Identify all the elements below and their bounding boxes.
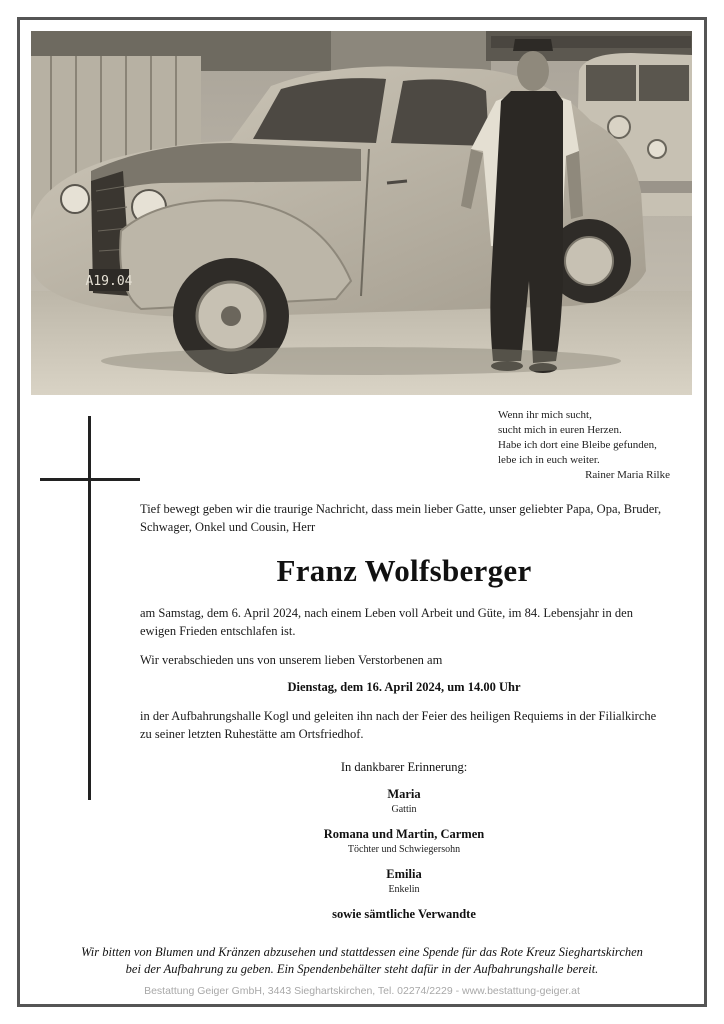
mourner-name: Maria — [387, 787, 421, 801]
donation-request: Wir bitten von Blumen und Kränzen abzusehen und stattdessen eine Spende für das Rote Kreuz Sieghartskirchen — [81, 945, 643, 959]
memory-heading: In dankbarer Erinnerung: — [340, 760, 468, 774]
donation-request: bei der Aufbahrung zu geben. Ein Spendenbehälter steht dafür in der Aufbahrungshalle bereit. — [125, 962, 599, 976]
quote-author: Rainer Maria Rilke — [585, 469, 670, 481]
quote-line: sucht mich in euren Herzen. — [498, 424, 622, 436]
other-relatives: sowie sämtliche Verwandte — [332, 907, 476, 921]
mourner-role: Gattin — [391, 804, 417, 815]
mourner-name: Romana und Martin, Carmen — [323, 827, 485, 841]
farewell-text: Wir verabschieden uns von unserem lieben Verstorbenen am — [140, 653, 443, 667]
intro-text: Tief bewegt geben wir die traurige Nachricht, dass mein lieber Gatte, unser geliebter Papa, Opa, Bruder, Schwager, Onkel und Cousin, Herr — [140, 502, 662, 534]
license-plate: A19.04 — [85, 274, 133, 289]
mourner-name: Emilia — [386, 867, 422, 881]
cross-icon-bar — [40, 478, 140, 481]
deceased-name: Franz Wolfsberger — [276, 553, 532, 588]
ceremony-text: in der Aufbahrungshalle Kogl und geleiten ihn nach der Feier des heiligen Requiems in der Filialkirche zu seiner letzten Ruhestätte am Ortsfriedhof. — [140, 709, 657, 741]
death-notice: am Samstag, dem 6. April 2024, nach einem Leben voll Arbeit und Güte, im 84. Lebensjahr in den ewigen Frieden entschlafen ist. — [140, 606, 633, 638]
quote-line: lebe ich in euch weiter. — [498, 454, 600, 466]
mourner-role: Töchter und Schwiegersohn — [347, 844, 461, 855]
poem-quote — [498, 408, 678, 483]
ceremony-date: Dienstag, dem 16. April 2024, um 14.00 Uhr — [287, 680, 521, 694]
funeral-home-footer: Bestattung Geiger GmbH, 3443 Sieghartskirchen, Tel. 02274/2229 - www.bestattung-geiger.at — [144, 985, 580, 997]
memorial-photo — [31, 31, 692, 395]
quote-line: Habe ich dort eine Bleibe gefunden, — [498, 439, 657, 451]
cross-icon — [88, 416, 91, 800]
vintage-car-photo — [31, 31, 692, 395]
mourner-role: Enkelin — [388, 884, 420, 895]
quote-line: Wenn ihr mich sucht, — [498, 409, 592, 421]
